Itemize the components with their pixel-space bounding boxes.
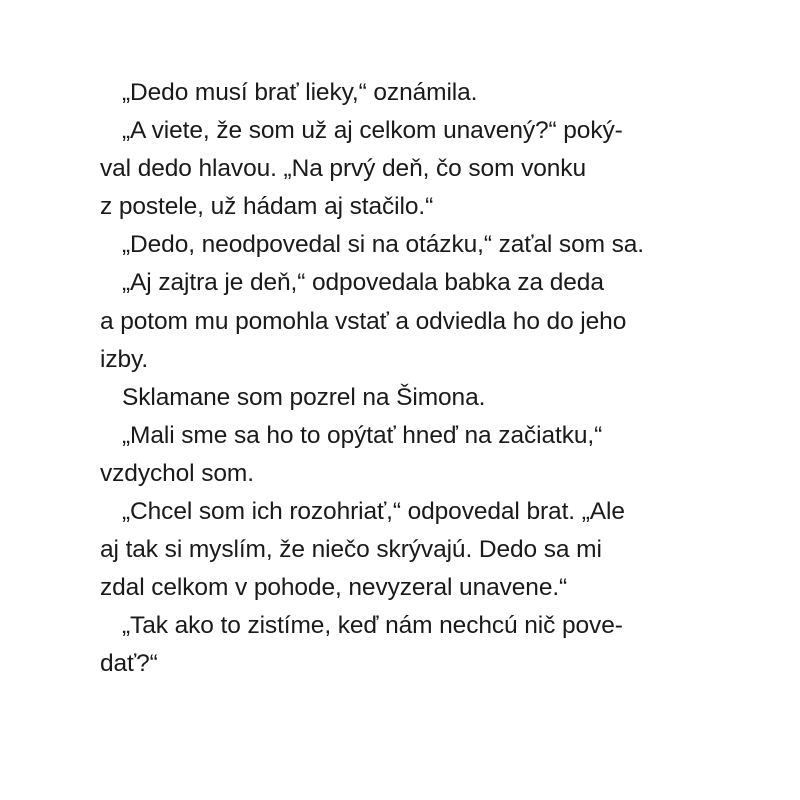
- text-line: Sklamane som pozrel na Šimona.: [122, 383, 486, 411]
- text-line: „Mali sme sa ho to opýtať hneď na začiatku,“: [122, 421, 603, 449]
- text-line: „Aj zajtra je deň,“ odpovedala babka za deda: [122, 269, 604, 297]
- text-line: val dedo hlavou. „Na prvý deň, čo som vonku: [100, 155, 586, 183]
- text-line: aj tak si myslím, že niečo skrývajú. Dedo sa mi: [100, 536, 602, 564]
- text-line: „Chcel som ich rozohriať,“ odpovedal brat. „Ale: [122, 498, 625, 526]
- text-line: vzdychol som.: [100, 459, 254, 487]
- text-line: a potom mu pomohla vstať a odviedla ho do jeho: [100, 307, 627, 335]
- text-line: z postele, už hádam aj stačilo.“: [100, 193, 434, 221]
- text-line: dať?“: [100, 650, 158, 678]
- text-line: „A viete, že som už aj celkom unavený?“ poký-: [122, 117, 623, 145]
- text-line: „Dedo, neodpovedal si na otázku,“ zaťal som sa.: [122, 231, 645, 259]
- text-line: „Tak ako to zistíme, keď nám nechcú nič pove-: [122, 612, 623, 640]
- body-text: [100, 74, 700, 684]
- text-line: izby.: [100, 345, 149, 373]
- text-line: „Dedo musí brať lieky,“ oznámila.: [122, 79, 478, 106]
- text-line: zdal celkom v pohode, nevyzeral unavene.“: [100, 574, 568, 602]
